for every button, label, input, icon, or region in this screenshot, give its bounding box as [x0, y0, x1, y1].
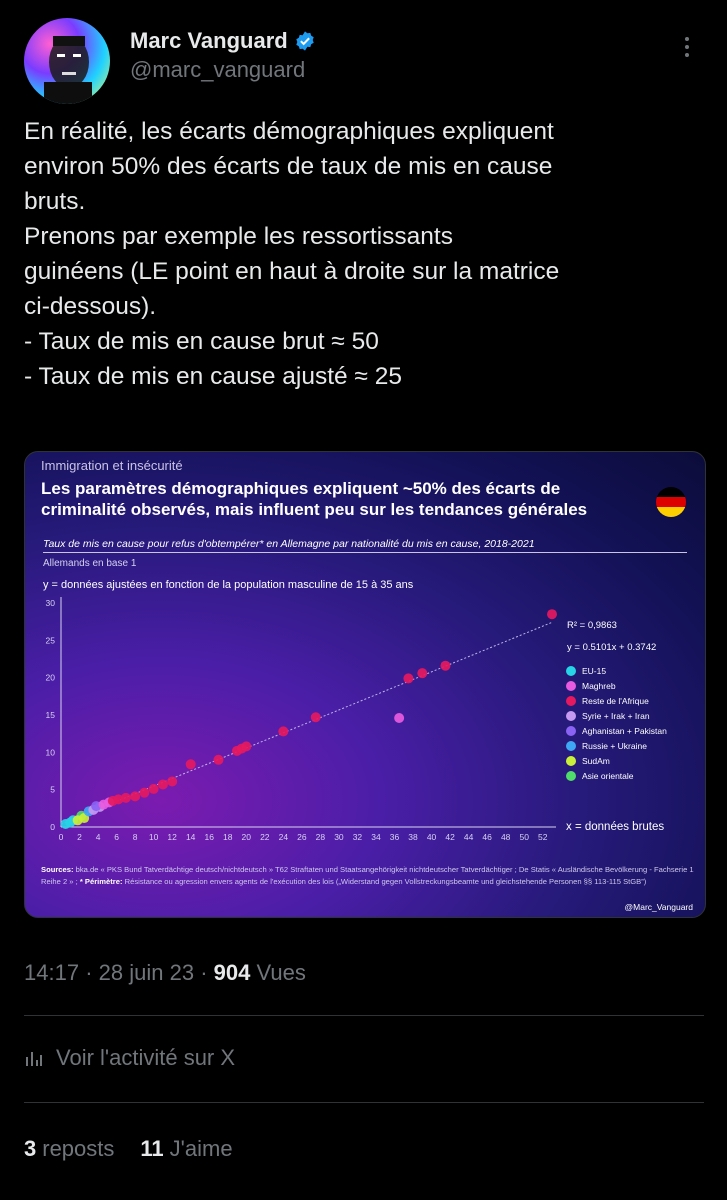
- data-point: [547, 609, 557, 619]
- x-tick-label: 24: [278, 832, 289, 842]
- tweet-line: bruts.: [24, 188, 86, 215]
- x-tick-label: 2: [77, 832, 82, 842]
- x-tick-label: 12: [167, 832, 177, 842]
- y-tick-label: 15: [45, 710, 55, 720]
- tweet-meta: [24, 960, 306, 986]
- tweet-date[interactable]: 28 juin 23: [98, 960, 195, 985]
- tweet-line: ci-dessous).: [24, 293, 157, 320]
- more-options-icon[interactable]: [676, 36, 698, 58]
- x-tick-label: 16: [204, 832, 214, 842]
- meta-separator: ·: [85, 960, 99, 985]
- divider: [24, 1102, 704, 1103]
- x-tick-label: 30: [334, 832, 344, 842]
- data-point: [241, 741, 251, 751]
- sources-label: Sources:: [41, 865, 74, 874]
- x-tick-label: 48: [500, 832, 511, 842]
- x-tick-label: 40: [426, 832, 437, 842]
- verified-badge-icon: [294, 30, 316, 52]
- views-label: Vues: [256, 960, 306, 985]
- reposts-count[interactable]: 3: [24, 1136, 37, 1161]
- x-tick-label: 22: [260, 832, 270, 842]
- legend-label: Reste de l'Afrique: [582, 696, 649, 706]
- data-point: [149, 784, 159, 794]
- data-point: [440, 661, 450, 671]
- legend-marker: [566, 756, 576, 766]
- scatter-chart: [25, 452, 705, 917]
- data-point: [139, 788, 149, 798]
- legend-marker: [566, 726, 576, 736]
- tweet-time[interactable]: 14:17: [24, 960, 80, 985]
- view-activity-label[interactable]: Voir l'activité sur X: [56, 1045, 236, 1070]
- legend-label: Asie orientale: [582, 771, 634, 781]
- sources-text: bka.de « PKS Bund Tatverdächtige deutsch/nichtdeutsch » T62 Straftaten und Staatsangehörigkeit nichtdeutscher Tatverdächtiger ; De Statis « Ausländische Bevölkerung - Fachserie 1 Reihe 2 » ;: [41, 865, 694, 886]
- x-tick-label: 42: [445, 832, 455, 842]
- legend-marker: [566, 711, 576, 721]
- x-tick-label: 52: [538, 832, 548, 842]
- legend-marker: [566, 771, 576, 781]
- tweet-line: Prenons par exemple les ressortissants: [24, 223, 453, 250]
- x-tick-label: 4: [95, 832, 101, 842]
- x-tick-label: 36: [389, 832, 400, 842]
- x-tick-label: 8: [132, 832, 138, 842]
- x-tick-label: 26: [297, 832, 307, 842]
- divider: [24, 1015, 704, 1016]
- legend-label: SudAm: [582, 756, 610, 766]
- reposts-stat[interactable]: [24, 1136, 114, 1162]
- legend-label: Russie + Ukraine: [582, 741, 647, 751]
- x-tick-label: 46: [482, 832, 492, 842]
- analytics-icon: [24, 1048, 44, 1068]
- data-point: [403, 673, 413, 683]
- x-tick-label: 38: [408, 832, 418, 842]
- x-tick-label: 50: [519, 832, 529, 842]
- legend-label: EU-15: [582, 666, 607, 676]
- y-tick-label: 30: [45, 598, 55, 608]
- view-activity-link[interactable]: [24, 1045, 235, 1071]
- data-point: [158, 779, 168, 789]
- x-tick-label: 14: [185, 832, 196, 842]
- y-tick-label: 10: [45, 747, 55, 758]
- legend-label: Syrie + Irak + Iran: [582, 711, 650, 721]
- x-tick-label: 20: [241, 832, 252, 842]
- data-point: [417, 668, 427, 678]
- equation-label: y = 0.5101x + 0.3742: [567, 642, 657, 653]
- perimetre-label: * Périmètre:: [79, 876, 123, 886]
- tweet-text: [24, 114, 704, 394]
- avatar-portrait: [24, 18, 110, 104]
- data-point: [121, 793, 131, 803]
- chart-y-label: y = données ajustées en fonction de la population masculine de 15 à 35 ans: [43, 579, 414, 591]
- x-tick-label: 10: [148, 832, 159, 842]
- data-point: [394, 713, 404, 723]
- data-point: [311, 712, 321, 722]
- data-point: [278, 726, 288, 736]
- likes-label[interactable]: J'aime: [169, 1136, 233, 1161]
- data-point: [130, 791, 140, 801]
- x-tick-label: 6: [114, 832, 119, 842]
- media-kicker: Immigration et insécurité: [41, 458, 183, 473]
- x-tick-label: 28: [315, 832, 326, 842]
- y-tick-label: 0: [50, 822, 55, 832]
- y-tick-label: 25: [45, 635, 55, 646]
- likes-count[interactable]: 11: [140, 1136, 164, 1161]
- author-handle[interactable]: @marc_vanguard: [130, 57, 306, 82]
- meta-separator: ·: [200, 960, 214, 985]
- tweet-line: environ 50% des écarts de taux de mis en cause: [24, 153, 553, 180]
- author-name-text[interactable]: Marc Vanguard: [130, 28, 288, 53]
- data-point: [167, 776, 177, 786]
- tweet-stats: [24, 1136, 233, 1162]
- media-credit: @Marc_Vanguard: [624, 902, 693, 912]
- perimetre-text: Résistance ou agression envers agents de l'exécution des lois („Widerstand gegen Vollstreckungsbeamte und gleichstehende Personen §§ 113-115 StGB”): [124, 876, 647, 886]
- x-tick-label: 32: [352, 832, 363, 842]
- media-title: Les paramètres démographiques expliquent ~50% des écarts de criminalité observés, mais influent peu sur les tendances générales: [41, 479, 588, 519]
- legend-marker: [566, 741, 576, 751]
- x-axis-label: x = données brutes: [566, 821, 665, 833]
- x-tick-label: 0: [58, 832, 64, 842]
- tweet-line: guinéens (LE point en haut à droite sur la matrice: [24, 258, 560, 285]
- data-point: [213, 755, 223, 765]
- r2-label: R² = 0,9863: [567, 620, 617, 631]
- tweet-line: - Taux de mis en cause ajusté ≈ 25: [24, 363, 402, 390]
- x-tick-label: 34: [371, 832, 381, 842]
- data-point: [186, 759, 196, 769]
- likes-stat[interactable]: [140, 1136, 232, 1162]
- avatar[interactable]: [24, 18, 110, 104]
- author-name[interactable]: [130, 28, 316, 54]
- views-count: 904: [213, 960, 251, 985]
- y-tick-label: 5: [50, 784, 55, 795]
- x-tick-label: 18: [223, 832, 233, 842]
- y-tick-label: 20: [45, 672, 55, 683]
- x-tick-label: 44: [463, 832, 474, 842]
- legend-marker: [566, 696, 576, 706]
- legend-label: Aghanistan + Pakistan: [582, 726, 667, 736]
- media-base-note: Allemands en base 1: [43, 558, 137, 569]
- tweet-line: En réalité, les écarts démographiques expliquent: [24, 118, 554, 145]
- legend-label: Maghreb: [582, 681, 616, 691]
- legend-marker: [566, 681, 576, 691]
- tweet-line: - Taux de mis en cause brut ≈ 50: [24, 328, 379, 355]
- media-subtitle: Taux de mis en cause pour refus d'obtempérer* en Allemagne par nationalité du mis en cause, 2018-2021: [43, 538, 687, 553]
- reposts-label[interactable]: reposts: [42, 1136, 115, 1161]
- legend-marker: [566, 666, 576, 676]
- media-sources: [41, 864, 701, 887]
- tweet-media-image[interactable]: [24, 451, 706, 918]
